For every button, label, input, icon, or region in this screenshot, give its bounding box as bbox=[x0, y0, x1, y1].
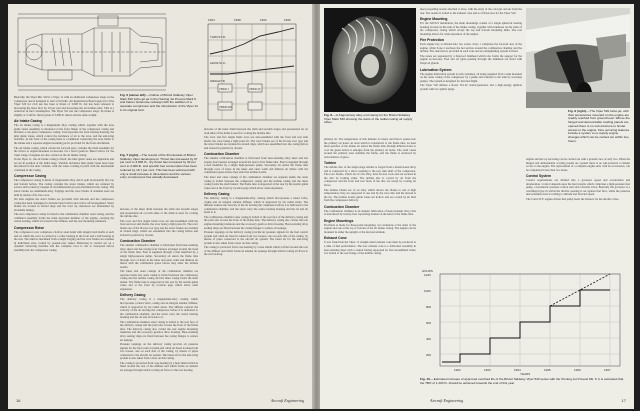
paragraph: engine and the top servicing can be carried out with a ground crew of only two. When the hinged and demountable cowling panels are opened there is no sub-structure to hinder access to the engine. The replacement of a complete engine unit, with its accessories, can be completed in less than two hours. bbox=[526, 158, 630, 172]
page-number: 16 bbox=[16, 398, 21, 403]
caption-label: Fig. 10. bbox=[420, 378, 431, 381]
publication-footer: Aircraft Engineering bbox=[430, 398, 464, 403]
chart-x-tick: 1963 bbox=[484, 368, 491, 372]
paragraph: It was found that the Viper 11 straight-sided exhaust cone must be produced at a time of fuel performance. The new exhaust cone is a fabricated assembly in heat-resisting sheet with a central fairing supported by four streamlined struts; it is bolted to the rear flange of the turbine casing. bbox=[324, 240, 416, 256]
engine-outline-drawing bbox=[12, 8, 172, 94]
section-heading: Exhaust Cone bbox=[324, 236, 347, 241]
chart-y-tick: 1200 bbox=[424, 273, 431, 277]
left-page bbox=[8, 4, 314, 409]
figure-caption bbox=[568, 110, 630, 156]
page-number: 17 bbox=[621, 398, 626, 403]
text-column bbox=[420, 8, 522, 262]
chart-x-tick: 1965 bbox=[544, 368, 551, 372]
text-column bbox=[526, 158, 630, 262]
paragraph: The compressor casing is made of magnesium alloy and is split horizontally into top and bottom halves. The casing contains the stator blades, which are retained by screws and located by tongues in circumferential grooves machined in the casing. The stator blades are aluminium-alloy forgings and the rotor blades of stainless steel are held by means of fir-tree roots. bbox=[14, 178, 114, 197]
paragraph: increase of the inner drum between the sixth and seventh stages and pressurized air on both sides of the drum is used for cooling the turbine disc. bbox=[120, 208, 198, 219]
chart-y-tick: 1000 bbox=[424, 289, 431, 293]
figure-caption bbox=[120, 154, 198, 204]
overhaul-life-chart bbox=[420, 266, 624, 376]
paragraph: The inner and outer casings of the combustion chamber are separate items; the outer casing is bolted between the compressor casing and the turbine casing and the inner casing forms the shaft tunnel. The flame tube is supported at the rear by the nozzle guide vanes and at the front by location pegs which allow axial expansion. bbox=[204, 175, 308, 190]
paragraph: The combustion-chamber outer casing is bolted to the rear face of the delivery casing and the joint also locates the front of the flame tube. The delivery casing also carries the rear engine mounting trunnions and the accessory gearbox drive housing. Heat-resisting alloy sealing rings are fitted between the casing flanges to reduce air leakage. bbox=[120, 319, 198, 342]
paragraph: The Viper 520 utilizes a Rotax N.S.W. starter/generator and a high-energy ignition system with two igniter plugs. bbox=[420, 83, 522, 91]
chart-axis-label: YEARS bbox=[520, 372, 531, 376]
right-page bbox=[320, 4, 634, 409]
section-heading: Engine Mounting bbox=[420, 17, 448, 22]
publication-footer: Aircraft Engineering bbox=[270, 398, 304, 403]
figure-caption bbox=[324, 114, 416, 136]
chart-x-tick: 1962 bbox=[454, 368, 461, 372]
caption-text: —The results of the first decade of Bristol Siddeley Viper development. Thrust has increased by 97 per cent to 3,800 lb., dry thrust has increased by 92 per cent to 3,000 lb. and specific fuel consumption has been reduced by 16.7 per cent. This has been achieved with only a small increase in dimensions and the various entry compressors has actually decreased. bbox=[120, 154, 198, 180]
section-heading: Control System bbox=[526, 174, 552, 179]
section-heading: Lubrication System bbox=[420, 67, 452, 72]
section-heading: Combustion Chamber bbox=[120, 239, 156, 244]
paragraph: The air intake casing, which carries the forward gear, contains the main assembly for the drives to engine-mounted accessories via a bevel gearbox. Bleed valves for the Viper range of engines are also carried on the air intake casing. bbox=[14, 145, 114, 157]
chart-panel-label: WEIGHT lb. bbox=[210, 79, 226, 83]
caption-text: —The Viper 520 turbo-jet, with their accessories mounted on the engine are readily reached from ground level. Where the hinged and demountable cowling panels are opened there is no sub-structure to hinder access to the engine. Fine servicing features include a system to re-supply engine changes which can be carried out within two hours. bbox=[568, 110, 630, 143]
chart-year-tick: 1954 bbox=[208, 18, 215, 22]
paragraph: Provision is made for three-point mounting, two trunnions at the sides of the engine and one at the top or bottom of the air intake casing. The engine can be mounted in either the upright or the inverted attitude. bbox=[324, 222, 416, 234]
paragraph: The engine lubrication system is self-contained, oil being supplied from a tank mounted on the outer casing of the compressor by a pump and returned to the tank by scavenge pumps. The system is designed for inverted flight. bbox=[420, 71, 522, 83]
paragraph: The rotor and five single blade rows are sub-assembled with the front and rear stub shafts, the rotor being a light press fit. The rotor blades are of the fir-tree root type and the stator blades are retained in slotted rings, which are assembled into the casing halves and locked in position by dowels. bbox=[120, 218, 198, 237]
section-heading: Air Intake Casing bbox=[14, 119, 42, 124]
chart-panel-label: LENGTH in. bbox=[210, 61, 227, 65]
paragraph: The delivery casing is a magnesium-alloy casting which incorporates a bleed valve, casing and an integral annular diffuser, which is supported by six radial struts. The diffuser reduces the velocity of the air leaving the compressor before it is delivered to the combustion chamber, and the struts carry the centre bearing housing and the oil and air feeds to it. bbox=[204, 196, 308, 215]
chart-year-tick: 1962 bbox=[260, 18, 267, 22]
paragraph: meet propelling nozzle attached to flow, with the entry of the cold gas and air from the rear. The nozzle is bolted to the exhaust cone and is of fixed area for the Viper 520. bbox=[420, 8, 522, 15]
caption-label: Fig. 7 (right). bbox=[120, 154, 139, 157]
paragraph: The zones are separated by a fireproof bulkhead which also forms the support for the engine accessories. Fuel and oil pipes passing through the bulkhead are fitted with fireproof glands. bbox=[420, 53, 522, 66]
aircraft-engine-photo bbox=[526, 8, 630, 108]
paragraph: The casing is protected from over-heating by a heat shield which is fitted around the rear of the diffuser and which forms an annular air passage through which cooling air flows to the rear bearing. bbox=[204, 245, 308, 257]
paragraph: The delivery casing is a magnesium-alloy casting which incorporates a bleed valve, casing and an integral annular diffuser, which is supported by six radial struts. The diffuser reduces the velocity of the air leaving the compressor before it is delivered to the combustion chamber, and the struts carry the centre bearing housing and the oil and air feeds to it. bbox=[120, 297, 198, 320]
caption-text: —A fragmentary alloy end casing for the Bristol Siddeley Viper Mark 520 showing the ducts of the radial cooling air supply tubes. bbox=[324, 114, 413, 125]
chart-y-tick: 600 bbox=[426, 321, 432, 325]
paragraph: In the Viper 11, the air intake casing is fixed; the inlet guide vanes are adjustable and are set in position at the build stage. Variable incidence inlet guide vanes have been introduced in the later variants, with the vanes rotating in pairs with the mechanism contained in the casing. bbox=[14, 157, 114, 172]
paragraph: The annular combustion chamber is fabricated from heat-resisting alloy sheet and has twenty-four burners arranged around the head of the flame tube. Fuel is supplied through a fuel manifold by a single high-pressure pump. Secondary air enters the flame tube through rows of holes in the inner and outer walls and dilution air mixes with the combustion gases before they enter the turbine nozzle. bbox=[204, 156, 308, 175]
paragraph: Pressure tappings on the delivery casing provide air pressure signals for the fuel control system and cabin air bleed is taken from two bosses, one on each side of the casing, by means of pipes connected to the aircraft air system. The bleed air for the anti-icing system is also taken from a boss on this casing. bbox=[120, 342, 198, 361]
text-column bbox=[14, 96, 114, 392]
figure-caption bbox=[120, 94, 198, 152]
text-column bbox=[204, 128, 308, 392]
section-heading: Compressor Rotor bbox=[14, 225, 44, 230]
paragraph: On later engines the stator blades are provided with shrouds and the compressor casing has been redesigned to include bleed valves and a blow-off arrangement. Stator blades are located in slotted rings and the rotor tip clearances are maintained by abradable linings. bbox=[14, 197, 114, 212]
caption-label: Fig. 9 (right). bbox=[568, 110, 587, 113]
paragraph: The inner and outer casings of the combustion chamber are separate items; the outer casing is bolted between the compressor casing and the turbine casing and the inner casing forms the shaft tunnel. The flame tube is supported at the rear by the nozzle guide vanes and at the front by location pegs which allow axial expansion. bbox=[120, 269, 198, 291]
chart-legend-entry: VIPER 1 bbox=[219, 88, 229, 91]
paragraph: For the 520/521 installation, the main mountings consist of a single spherical bearing housing located on the side of the intake casing, together with trunnions on the sides of the compressor casing which accept the top and bottom mounting links. The rear mounting allows for axial expansion of the engine. bbox=[420, 21, 522, 36]
chart-x-tick: 1967 bbox=[604, 368, 611, 372]
section-heading: Turbine bbox=[324, 161, 337, 166]
chart-x-tick: 1964 bbox=[514, 368, 521, 372]
chart-legend-entry: VIPER 520 bbox=[219, 106, 232, 109]
paragraph: The turbine blades are of an alloy which allows the blades to run at high temperatures; they are supported at one end by the rotor disc and the shroud at the tip. The turbine nozzle guide vanes are hollow and are cooled by air bled from the compressor delivery. bbox=[324, 187, 416, 203]
chart-axis-label: HOURS bbox=[422, 269, 433, 273]
paragraph: Pressure tappings on the delivery casing provide air pressure signals for the fuel control system and cabin air bleed is taken from two bosses, one on each side of the casing, by means of pipes connected to the aircraft air system. The bleed air for the anti-icing system is also taken from a boss on this casing. bbox=[204, 230, 308, 245]
section-heading: Delivery Casing bbox=[120, 293, 146, 298]
paragraph: The turbine disc of the single-stage turbine is forged from a nickel-based alloy and is connected by a short coupling to the rear stub shaft of the compressor. The rotor blades, which are of cast alloy, have fir-tree roots and are secured in the disc by locking strips. The turbine disc is cooled by air from the compressor and the front and rear faces of the disc are swept by cooling air flows. bbox=[324, 165, 416, 188]
caption-label: Fig. 8. bbox=[324, 114, 333, 117]
text-column bbox=[324, 138, 416, 396]
paragraph: The combustion chamber is an annular fabrication of heat-resistant alloy; fuel is introduced by twenty-four vaporizing burners at the head of the flame tube. bbox=[324, 208, 416, 217]
chart-x-tick: 1966 bbox=[574, 368, 581, 372]
paragraph: Basically, the Viper Mk. 520 is a Viper 11 with an additional compressor stage on the compressor and is designed to start at full idle. Air Registration Board approval of the Viper 520 for civil use has been at thrust of 3,000 lb. but has been released to increasing the mass flow by 10 per cent and increasing the air turbine entry. This is a reduction in fuel consumption. The Viper 521 has the compressor stage. Its thrust is slightly at 3,140 lb. thrust given at 3,300 lb. thrust and the same weight. bbox=[14, 96, 114, 117]
paragraph: The rear compressor casing is bolted to the combustion chamber outer casing, and the combined assembly forms the main structural member of the engine, carrying the centre bearing, which is located in the diffuser, and the rear mounting trunnions. bbox=[14, 212, 114, 224]
chart-y-tick: 800 bbox=[426, 305, 432, 309]
paragraph: The casing is protected from over-heating by a heat shield which is fitted around the rear of the diffuser and which forms an annular air passage through which cooling air flows to the rear bearing. bbox=[120, 360, 198, 372]
paragraph: primary air. The temperature of this mixture is raised, and then it passes into the primary air holes. At least which is transferred to the flame tube. At least three-quarters of the intake air enters the flame tube through dilution holes to cool the gases before it emerges from the primary air holes. The swirl vanes around the primary zone stabilize the flame, and the flame is anchored by recirculation of gases. bbox=[324, 138, 416, 159]
paragraph: The air intake casing is a magnesium alloy casting which, together with the nose guide vanes assembly, is mounted on the front flange of the compressor casing and includes a one-piece compressor casing. It incorporates the front bearing housing, the inlet guide vanes, which control the incidence of air to the rotor, and the anti-icing facilities. At the front of the casing there is a bulkhead connecting the nose bullet to the intake and a separate engine mounting pad is provided for the front attachment. bbox=[14, 123, 114, 146]
text-column bbox=[120, 208, 198, 392]
engine-casing-photo bbox=[324, 8, 416, 112]
section-heading: Engine Mountings bbox=[324, 218, 354, 223]
section-heading: Combustion Chamber bbox=[324, 204, 360, 209]
chart-panel-label: THRUST lb. bbox=[210, 35, 227, 39]
paragraph: Each engine bay is divided into two zones. Zone 1 comprises the forward area of the engine, while Zone 2 encloses the hot section around the combustion chamber and the turbine. Fire detection is provided in each zone and an extinguishing system is fitted. bbox=[420, 42, 522, 54]
chart-y-tick: 200 bbox=[426, 353, 432, 357]
paragraph: Control requirements are divided into a governor speed and acceleration and deceleration. Control depends upon the fuel system, which comprises a high-pressure fuel pump, a barometric pressure control unit and a throttle valve. Basically the governor is a centrifugal type in which the throttle opening is set against fuel flow, while the pressure unit schedules fuel according to altitude and forward speed. bbox=[526, 178, 630, 197]
paragraph: The annular combustion chamber is fabricated from heat-resisting alloy sheet and has twenty-four burners arranged around the head of the flame tube. Fuel is supplied through a fuel manifold by a single high-pressure pump. Secondary air enters the flame tube through rows of holes in the inner and outer walls and dilution air mixes with the combustion gases before they enter the turbine nozzle. bbox=[120, 243, 198, 269]
caption-label: Fig. 6 (above left). bbox=[120, 94, 147, 97]
section-heading: Fire Protection bbox=[420, 38, 444, 43]
chart-legend-entry: VIPER 20 bbox=[249, 88, 261, 91]
paragraph: The rotor and five single blade rows are sub-assembled with the front and rear stub shafts, the rotor being a light press fit. The rotor blades are of the fir-tree root type and the stator blades are retained in slotted rings, which are assembled into the casing halves and locked in position by dowels. bbox=[204, 135, 308, 150]
section-heading: Compressor Casing bbox=[14, 174, 47, 179]
caption-text: —Outline of Bristol Siddeley Viper Mark 520 turbo-jet as in the Hunting Jet Provost Mark 5 and trainer. Extensive redesign with the addition of a separate compressor and the introduction of the Viper 11 in its original form. bbox=[120, 94, 198, 112]
section-heading: Delivery Casing bbox=[204, 192, 230, 197]
chart-year-tick: 1966 bbox=[284, 18, 291, 22]
paragraph: increase of the inner drum between the sixth and seventh stages and pressurized air on both sides of the drum is used for cooling the turbine disc. bbox=[204, 128, 308, 135]
performance-chart bbox=[198, 14, 302, 124]
caption-text: —Estimated increase of approved overhaul life of the Bristol Siddeley Viper 520 series with the Hunting Jet Provost Mk. 5. It is estimated that the TBO of 1,200 hr. should be achieved towards the end of this year. bbox=[420, 378, 624, 385]
section-heading: Combustion Chamber bbox=[204, 152, 240, 157]
paragraph: The compressor rotor comprises a hollow steel drum with integral stub shafts at each end on which the rotor is carried by a roller bearing at the front and a ball bearing at the rear. The drum is machined from a single forging and the rotor blades are retained in individual slots, locked by peened-over stakes. Balancing is carried out on a dynamic balancing machine and the complete rotor is run at overspeed before assembly into the compressor casing. bbox=[14, 229, 114, 252]
figure-caption bbox=[420, 378, 624, 396]
paragraph: The combustion-chamber outer casing is bolted to the rear face of the delivery casing and the joint also locates the front of the flame tube. The delivery casing also carries the rear engine mounting trunnions and the accessory gearbox drive housing. Heat-resisting alloy sealing rings are fitted between the casing flanges to reduce air leakage. bbox=[204, 214, 308, 230]
chart-year-tick: 1958 bbox=[234, 18, 241, 22]
paragraph: The Carrel N.F. engine-driven fuel pump feeds the burners via the throttle valve. bbox=[526, 196, 620, 201]
chart-y-tick: 400 bbox=[426, 337, 432, 341]
